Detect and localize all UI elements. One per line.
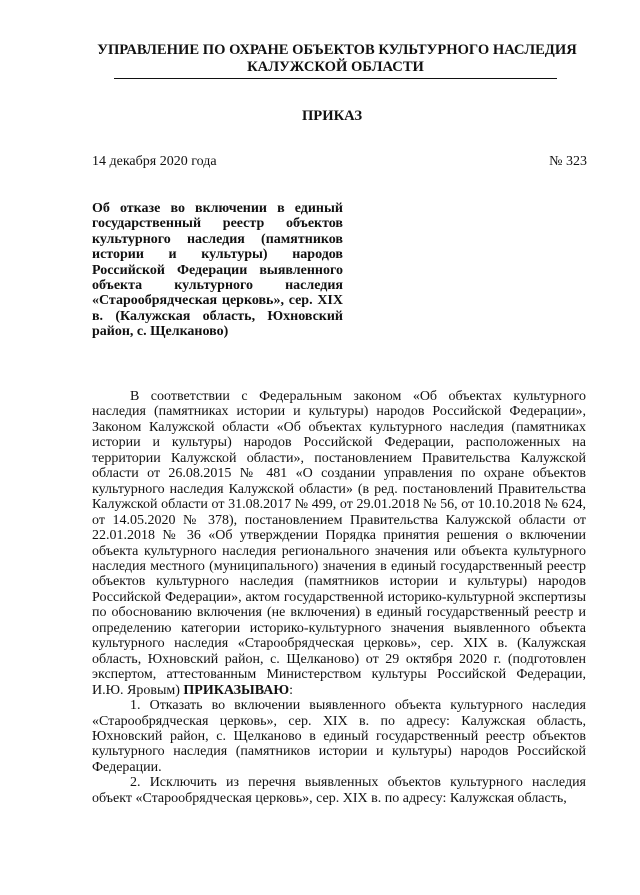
agency-name-line1: УПРАВЛЕНИЕ ПО ОХРАНЕ ОБЪЕКТОВ КУЛЬТУРНОГО НАСЛЕДИЯ (97, 42, 577, 58)
agency-name-line2: КАЛУЖСКОЙ ОБЛАСТИ (114, 59, 557, 79)
order-item-2: 2. Исключить из перечня выявленных объектов культурного наследия объект «Старообрядческая церковь», сер. XIX в. по адресу: Калужская область, (92, 775, 586, 806)
document-date: 14 декабря 2020 года (92, 154, 217, 169)
document-number: № 323 (549, 154, 587, 169)
order-item-1: 1. Отказать во включении выявленного объекта культурного наследия «Старообрядческая церковь», сер. XIX в. по адресу: Калужская область, Юхновский район, с. Щелканово в единый государственный реестр объектов культурного наследия (памятников истории и культуры) народов Российской Федерации. (92, 698, 586, 775)
document-subject: Об отказе во включении в единый государственный реестр объектов культурного наследия (памятников истории и культуры) народов Российской Федерации выявленного объекта культурного наследия «Старообрядческая церковь», сер. XIX в. (Калужская область, Юхновский район, с. Щелканово) (92, 201, 343, 340)
order-colon: : (289, 682, 293, 698)
document-body (92, 389, 586, 806)
preamble-text: В соответствии с Федеральным законом «Об объектах культурного наследия (памятниках истории и культуры) народов Российской Федерации», Законом Калужской области «Об объектах культурного наследия (памятниках истории и культуры) народов Российской Федерации, расположенных на территории Калужской области», постановлением Правительства Калужской области от 26.08.2015 № 481 «О создании управления по охране объектов культурного наследия Калужской области» (в ред. постановлений Правительства Калужской области от 31.08.2017 № 499, от 29.01.2018 № 56, от 10.10.2018 № 624, от 14.05.2020 № 378), постановлением Правительства Калужской области от 22.01.2018 № 36 «Об утверждении Порядка принятия решения о включении объекта культурного наследия регионального значения или объекта культурного наследия местного (муниципального) значения в единый государственный реестр объектов культурного наследия (памятников истории и культуры) народов Российской Федерации», актом государственной историко-культурной экспертизы по обоснованию включения (не включения) в единый государственный реестр и определению категории историко-культурного значения выявленного объекта культурного наследия «Старообрядческая церковь», сер. XIX в. (Калужская область, Юхновский район, с. Щелканово) от 29 октября 2020 г. (подготовлен экспертом, аттестованным Министерством культуры Российской Федерации, И.Ю. Яровым) (92, 389, 586, 698)
document-type-title: ПРИКАЗ (301, 108, 363, 124)
agency-header (92, 42, 582, 79)
order-word: ПРИКАЗЫВАЮ (183, 682, 290, 698)
preamble-paragraph (92, 389, 586, 698)
